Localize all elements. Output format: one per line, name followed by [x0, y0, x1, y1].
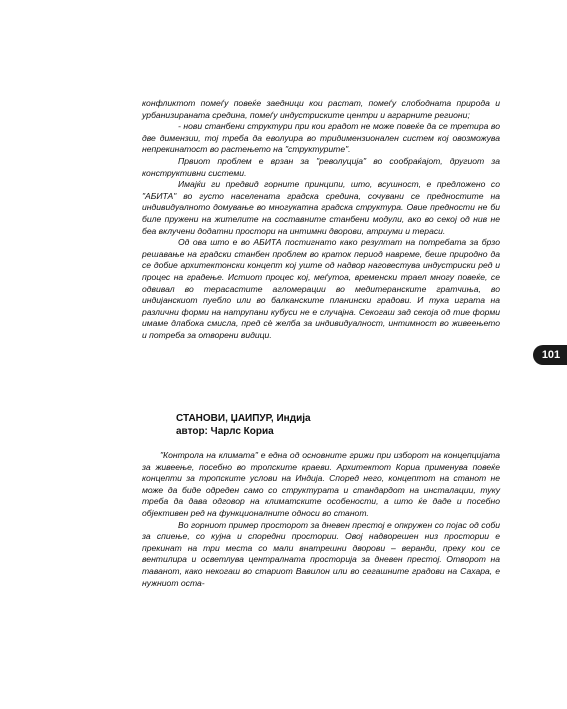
page-number-badge: 101: [533, 345, 567, 365]
paragraph: Имајќи ги предвид горните принципи, што, всушност, е предложено со "АБИТА" во густо населената градска средина, сочувани се предностите на индивидуалното домување во многукатна градска структура. Овие предности не би биле пружени на жителите на составните станбени модули, ако во секој од нив не беа вклучени додатни простори на интимни дворови, атриуми и тераси.: [142, 179, 500, 236]
paragraph: конфликтот помеѓу повеќе заедници кои растат, помеѓу слободната природа и урбанизираната средина, помеѓу индустриските центри и аграрните региони;: [142, 98, 500, 120]
body-text-bottom: [142, 450, 500, 589]
paragraph: - нови станбени структури при кои градот не може повеќе да се третира во две димензии, тој треба да еволуира во тридимензионален систем кој овозможува непрекинатост во растењето на "структурите".: [142, 121, 500, 155]
section-title: СТАНОВИ, ЏАИПУР, Индија: [176, 413, 311, 424]
paragraph: "Контрола на климата" е една од основните грижи при изборот на концепцијата за живеење, посебно во тропските краеви. Архитектот Кориа применува повеќе концепти за тропските услови на Индија. Според него, концептот на станот не може да биде одреден само со структурата и стандардот на инсталации, туку треба да дава одговор на климатските особености, а што ќе даде и посебно објективен ред на функционалните односи во станот.: [142, 450, 500, 518]
paragraph: Во горниот пример просторот за дневен престој е опкружен со појас од соби за спиење, со кујна и споредни простории. Овој надворешен низ простории е прекинат на три места со мали внатрешни дворови – веранди, преку кои се вентилира и осветлува централната просторија за дневен престој. Отворот на таванот, како некогаш во стариот Вавилон или во сегашните градови на Сахара, е нужниот оста-: [142, 519, 500, 588]
body-text-top: [142, 98, 500, 341]
paragraph: Првиот проблем е врзан за "револуција" во сообраќајот, другиот за конструктивни системи.: [142, 155, 500, 178]
section-heading: [176, 412, 311, 438]
section-author: автор: Чарлс Кориа: [176, 426, 274, 437]
paragraph: Од ова што е во АБИТА постигнато како резултат на потребата за брзо решавање на градски станбен проблем во краток период навреме, беше природно да се добие архитектонски концепт кој уште од надвор наговестува индустриски ред и процес на градење. Истиот процес кој, меѓутоа, временски траел многу повеќе, се одвивал во терасастите агломерации во медитеранските гратчиња, во индијанскиот пуебло или во балканските планински градови. И тука играта на различни форми на натрупани кубуси не е случајна. Секогаш зад секоја од тие форми имаме длабока смисла, пред сè желба за индивидуалност, интимност во живеењето и потреба за отворени видици.: [142, 237, 500, 340]
